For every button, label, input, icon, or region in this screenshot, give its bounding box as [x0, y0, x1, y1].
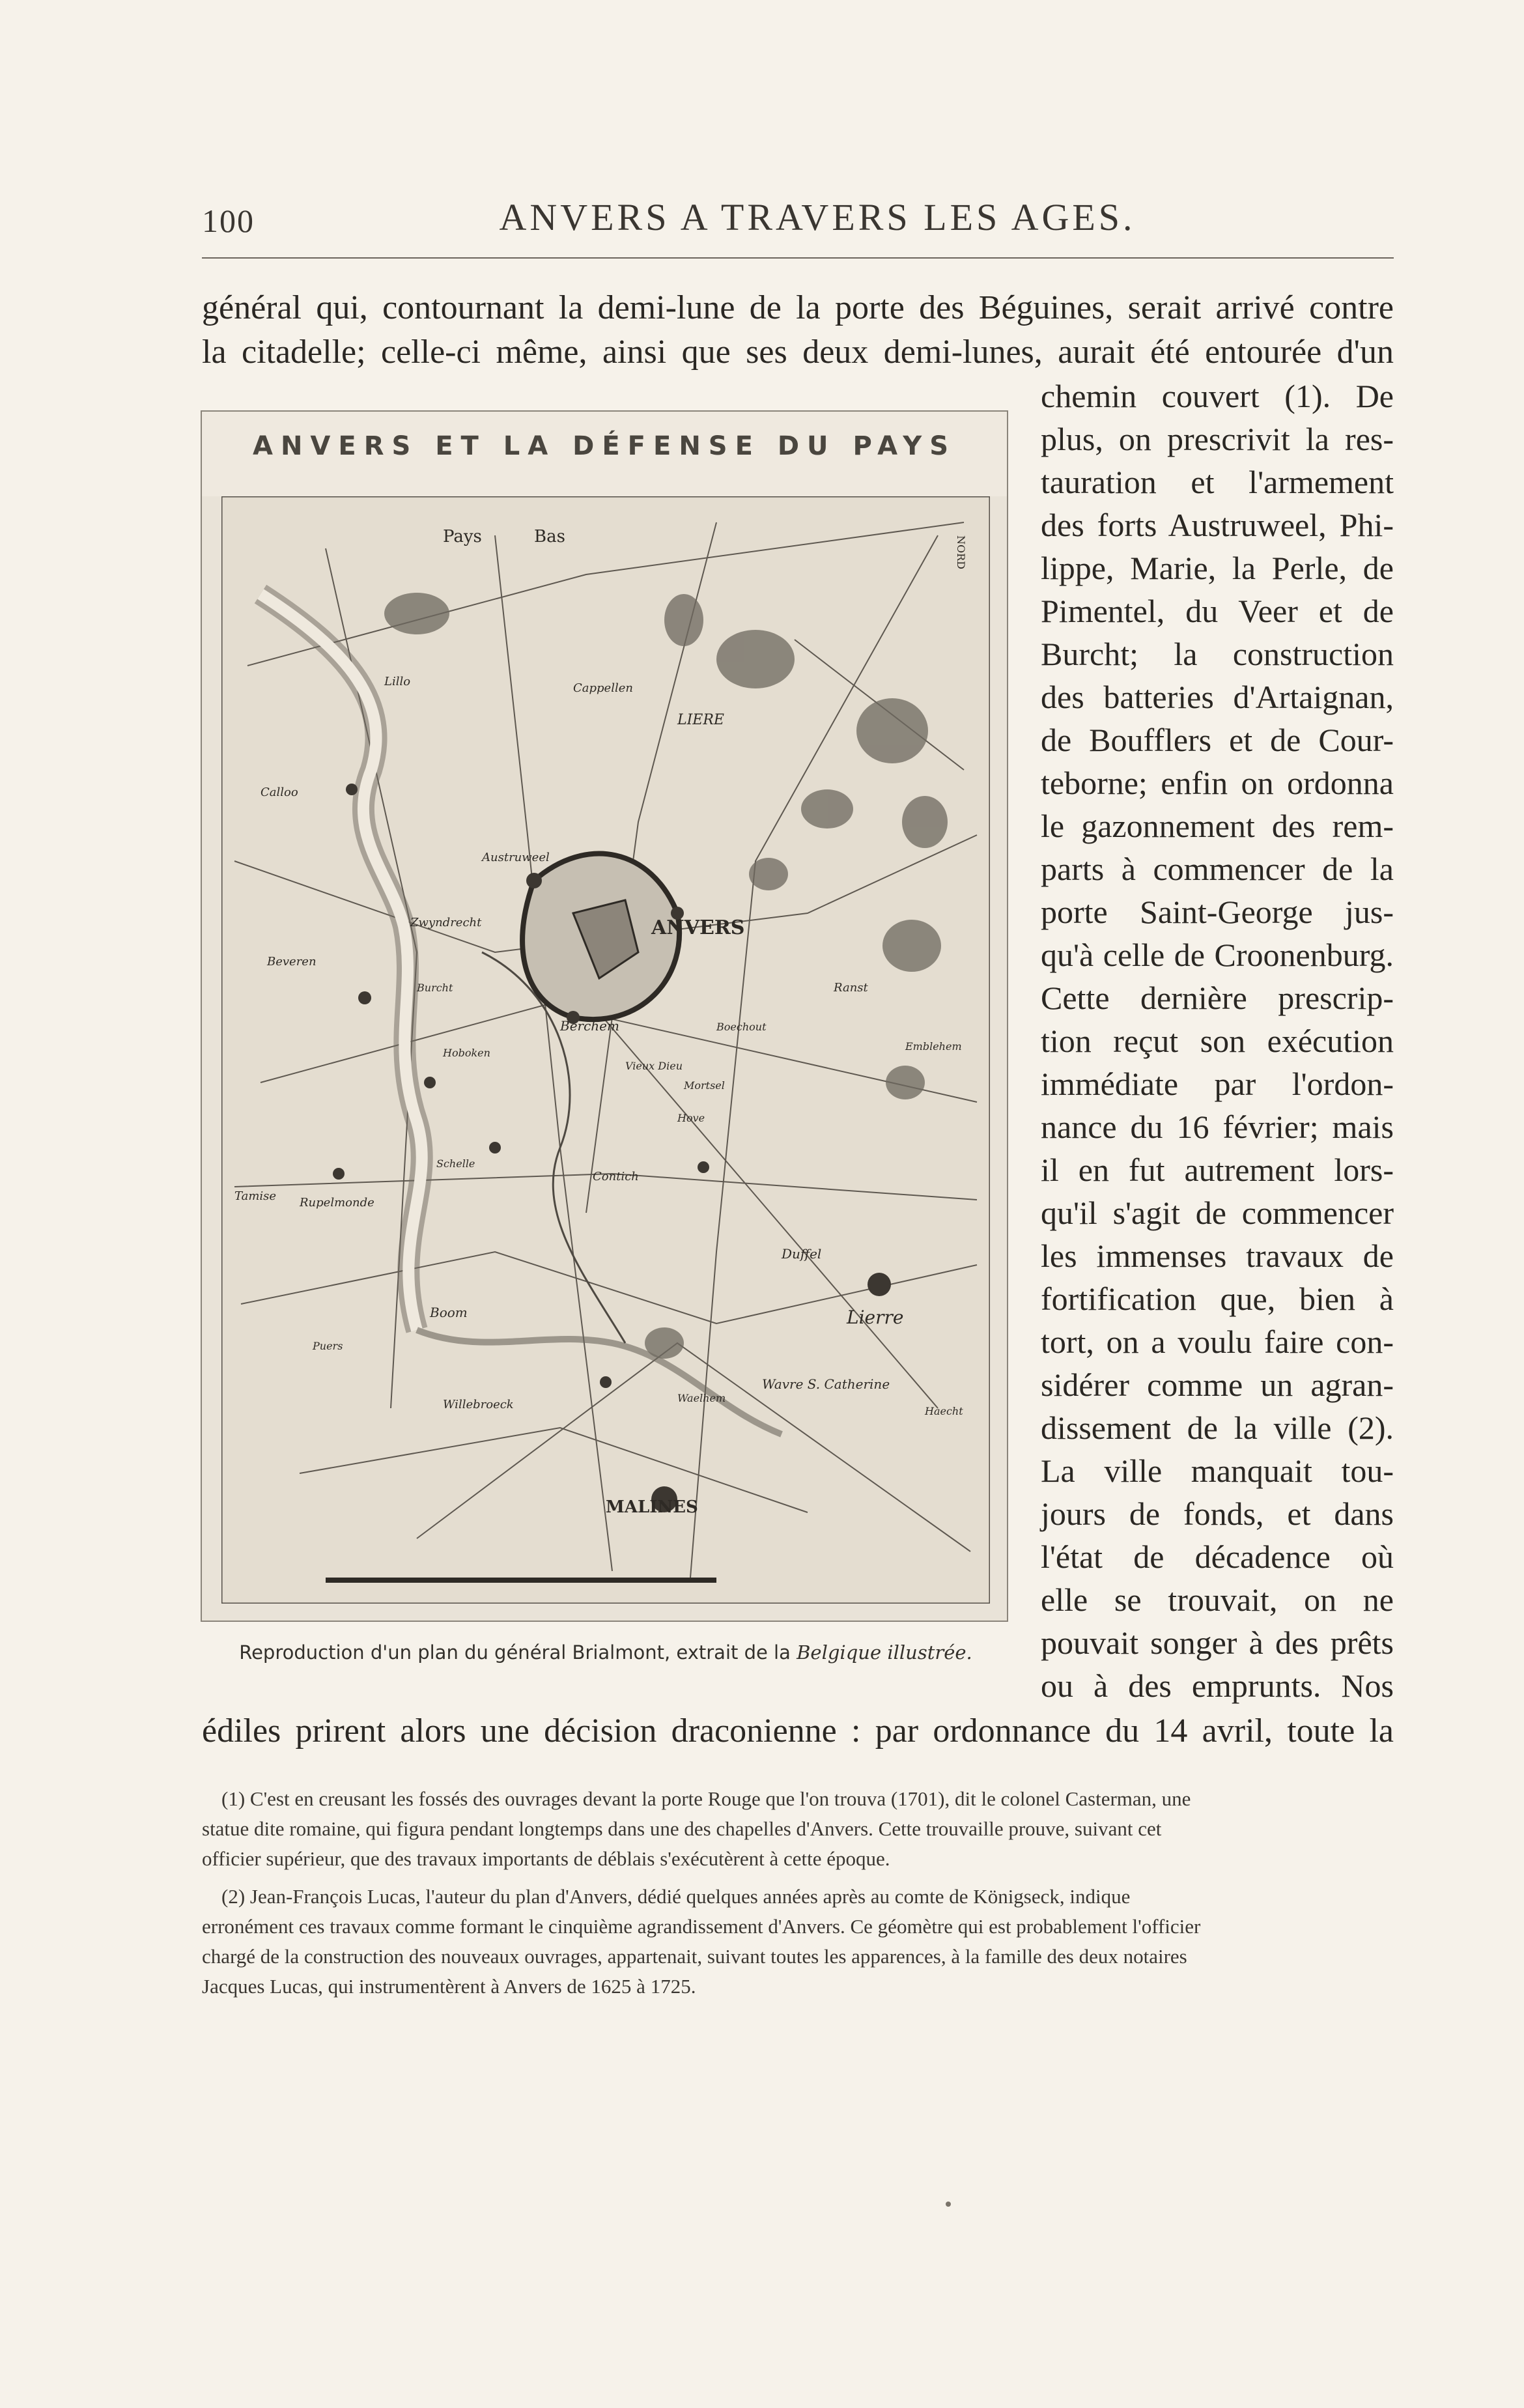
label-berchem: Berchem [560, 1018, 619, 1034]
text-line: immédiate par l'ordon- [1041, 1066, 1394, 1102]
label-pays: Pays [443, 527, 482, 546]
label-willebroeck: Willebroeck [443, 1398, 514, 1411]
page-number: 100 [202, 203, 255, 239]
label-schelle: Schelle [436, 1157, 475, 1170]
label-emblehem: Emblehem [905, 1040, 962, 1053]
text-line: des forts Austruweel, Phi- [1041, 507, 1394, 543]
text-line: pouvait songer à des prêts [1041, 1624, 1394, 1661]
text-line: tion reçut son exécution [1041, 1023, 1394, 1059]
text-line: plus, on prescrivit la res- [1041, 421, 1394, 457]
text-line: le gazonnement des rem- [1041, 808, 1394, 844]
label-rupelmonde: Rupelmonde [300, 1196, 374, 1210]
label-nord: NORD [955, 535, 967, 569]
text-line: la citadelle; celle-ci même, ainsi que ses deux demi-lunes, aurait été entourée d'un [202, 333, 1394, 371]
scale-bar [326, 1578, 716, 1583]
header-rule [202, 257, 1394, 259]
text-line: qu'il s'agit de commencer [1041, 1195, 1394, 1231]
text-line: tauration et l'armement [1041, 464, 1394, 500]
text-line: édiles prirent alors une décision draconienne : par ordonnance du 14 avril, toute la [202, 1712, 1394, 1749]
text-line: de Boufflers et de Cour- [1041, 722, 1394, 758]
label-hove: Hove [677, 1112, 705, 1124]
text-line: teborne; enfin on ordonna [1041, 765, 1394, 801]
caption-text: Reproduction d'un plan du général Brialmont, extrait de la [239, 1641, 791, 1664]
footnote-line: statue dite romaine, qui figura pendant longtemps dans une des chapelles d'Anvers. Cette trouvaille prouve, suivant cet [202, 1817, 1162, 1840]
text-line: général qui, contournant la demi-lune de la porte des Béguines, serait arrivé contre [202, 289, 1394, 326]
text-line: porte Saint-George jus- [1041, 894, 1394, 930]
text-line: parts à commencer de la [1041, 851, 1394, 887]
footnote-line: Jacques Lucas, qui instrumentèrent à Anvers de 1625 à 1725. [202, 1975, 696, 1998]
text-line: tort, on a voulu faire con- [1041, 1324, 1394, 1360]
caption-source: Belgique illustrée. [797, 1641, 972, 1664]
label-malines: MALINES [606, 1497, 698, 1517]
text-line: sidérer comme un agran- [1041, 1367, 1394, 1403]
label-zwyndrecht: Zwyndrecht [410, 916, 482, 929]
label-puers: Puers [313, 1340, 343, 1352]
text-line: des batteries d'Artaignan, [1041, 679, 1394, 715]
text-line: jours de fonds, et dans [1041, 1495, 1394, 1532]
map-title: ANVERS ET LA DÉFENSE DU PAYS [252, 431, 957, 461]
text-line: il en fut autrement lors- [1041, 1152, 1394, 1188]
text-line: dissement de la ville (2). [1041, 1409, 1394, 1446]
figure-caption [195, 1641, 1016, 1664]
running-head [202, 195, 1394, 248]
label-lier-top: LIERE [677, 712, 724, 728]
footnote-line: (2) Jean-François Lucas, l'auteur du plan d'Anvers, dédié quelques années après au comte de Königseck, indique [221, 1885, 1131, 1908]
text-line: Pimentel, du Veer et de [1041, 593, 1394, 629]
map-illustration [221, 496, 990, 1604]
label-anvers: ANVERS [651, 916, 745, 939]
text-line: La ville manquait tou- [1041, 1452, 1394, 1489]
text-line: nance du 16 février; mais [1041, 1109, 1394, 1145]
label-austruweel: Austruweel [482, 851, 550, 864]
label-lillo: Lillo [384, 675, 411, 688]
label-ranst: Ranst [834, 981, 868, 995]
label-vieux-dieu: Vieux Dieu [625, 1060, 683, 1072]
map-figure [201, 410, 1008, 1622]
footnote-line: (1) C'est en creusant les fossés des ouvrages devant la porte Rouge que l'on trouva (1701), dit le colonel Casterman, une [221, 1787, 1191, 1810]
text-line: lippe, Marie, la Perle, de [1041, 550, 1394, 586]
text-line: Cette dernière prescrip- [1041, 980, 1394, 1016]
label-beveren: Beveren [267, 955, 317, 969]
label-boechout: Boechout [716, 1021, 767, 1033]
label-burcht: Burcht [417, 982, 453, 994]
page-mark [946, 2202, 951, 2207]
label-lierre: Lierre [847, 1307, 904, 1328]
footnote-line: erronément ces travaux comme formant le cinquième agrandissement d'Anvers. Ce géomètre qui est probablement l'officier [202, 1915, 1201, 1938]
text-line: fortification que, bien à [1041, 1281, 1394, 1317]
map-frame [201, 410, 1008, 1622]
text-line: qu'à celle de Croonenburg. [1041, 937, 1394, 973]
footnote-line: chargé de la construction des nouveaux ouvrages, appartenait, suivant toutes les apparences, à la famille des deux notaires [202, 1945, 1187, 1968]
label-duffel: Duffel [782, 1246, 822, 1262]
text-line: ou à des emprunts. Nos [1041, 1667, 1394, 1704]
text-line: chemin couvert (1). De [1041, 378, 1394, 414]
label-bas: Bas [534, 527, 565, 546]
text-line: l'état de décadence où [1041, 1538, 1394, 1575]
label-mortsel: Mortsel [684, 1079, 725, 1092]
map-title-band [202, 412, 1007, 496]
label-hoboken: Hoboken [443, 1047, 490, 1059]
label-calloo: Calloo [261, 786, 298, 799]
text-line: elle se trouvait, on ne [1041, 1581, 1394, 1618]
label-boom: Boom [430, 1305, 468, 1320]
label-contich: Contich [593, 1170, 639, 1183]
label-capellen: Cappellen [573, 681, 633, 695]
text-line: Burcht; la construction [1041, 636, 1394, 672]
text-line: les immenses travaux de [1041, 1238, 1394, 1274]
running-title: ANVERS A TRAVERS LES AGES. [499, 196, 1136, 238]
label-tamise: Tamise [234, 1189, 277, 1203]
label-waelhem: Waelhem [677, 1392, 726, 1404]
label-wavre: Wavre S. Catherine [762, 1376, 890, 1392]
footnote-line: officier supérieur, que des travaux importants de déblais s'exécutèrent à cette époque. [202, 1847, 890, 1870]
label-haecht: Haecht [925, 1405, 963, 1417]
